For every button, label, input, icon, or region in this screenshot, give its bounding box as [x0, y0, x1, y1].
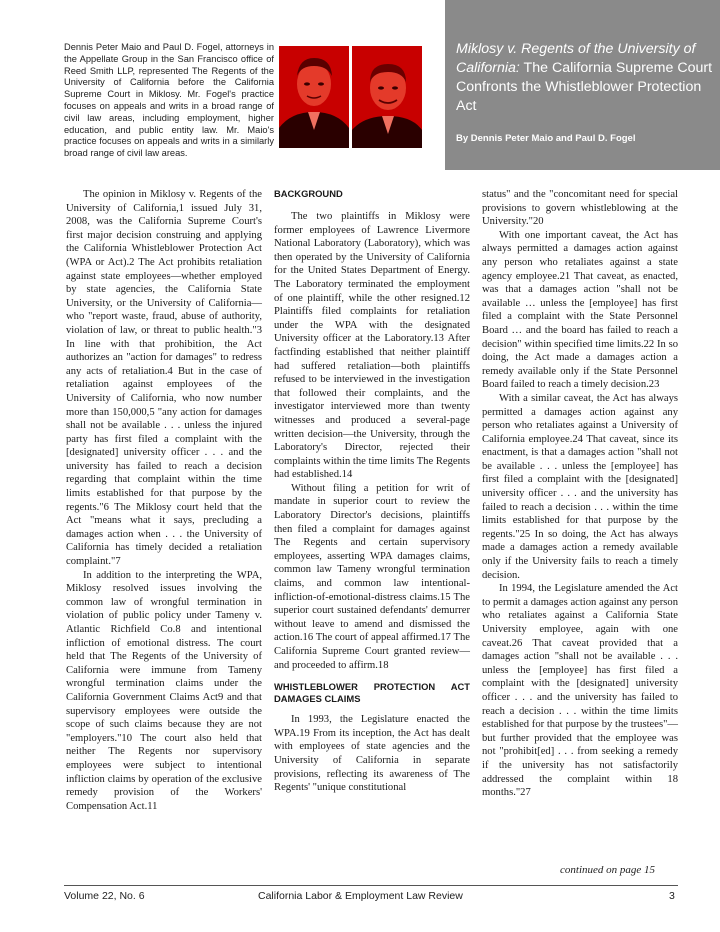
- title-subtitle: The California Supreme Court Confronts the Whistleblower Protection Act: [456, 60, 713, 114]
- article-title: [456, 40, 714, 116]
- paragraph: In 1993, the Legislature enacted the WPA.19 From its inception, the Act has dealt with employees of state agencies and the University of California in separate provisions, reflecting its awareness of The Regents' "unique constitutional: [274, 714, 470, 794]
- byline: By Dennis Peter Maio and Paul D. Fogel: [456, 133, 636, 144]
- page-number: 3: [669, 890, 675, 902]
- author-bio: Dennis Peter Maio and Paul D. Fogel, attorneys in the Appellate Group in the San Francisco office of Reed Smith LLP, represented The Regents of the University of California before the California Supreme Court in Miklosy. Mr. Fogel's practice focuses on appeals and writs in a broad range of civil law areas, including employment, higher education, and public entity law. Mr. Maio's practice focuses on appeals and writs in a similarly broad range of civil law areas.: [64, 42, 274, 159]
- author-photo-maio: [279, 46, 349, 148]
- title-case-name: Miklosy v. Regents of the University of California:: [456, 41, 696, 76]
- paragraph: In 1994, the Legislature amended the Act to permit a damages action against any person who retaliates against a California State University employee, again with one caveat.26 That caveat provided that a damages action "shall not be available . . . unless the [employee] has first filed a complaint with the [designated] university officer . . . and the university has failed to reach a decision . . . within the time limits established for that purpose by the trustees"—but further provided that the employee was not "prohibit[ed] . . . from seeking a remedy if the university has not satisfactorily addressed the complaint within 18 months."27: [482, 583, 678, 799]
- paragraph: With a similar caveat, the Act has always permitted a damages action against any person who retaliates against a University of California employee.24 That caveat, since its enactment, is that a damages action "shall not be available . . . unless the [employee] has first filed a complaint with the [designated] university officer . . . and the university has failed to reach a decision . . . within the time limits established for that purpose by the regents."25 In so doing, the Act has always made a damages action a remedy available only if the University fails to reach a timely decision.: [482, 392, 678, 581]
- paragraph: status" and the "concomitant need for special provisions to govern whistleblowing at the University."20: [482, 189, 678, 228]
- paragraph: The opinion in Miklosy v. Regents of the University of California,1 issued July 31, 2008, was the California Supreme Court's first major decision construing and applying the California Whistleblower Protection Act (WPA or Act).2 The Act prohibits retaliation against state employees—whether employed by state agencies, the California State University, or the University of California—who "report waste, fraud, abuse of authority, violation of law, or threat to public health."3 In line with that prohibition, the Act authorizes an "action for damages" to redress any acts of retaliation.4 But in the case of retaliation against employees of the University of California, who now number more than 150,000,5 "any action for damages shall not be available . . . unless the injured party has first filed a complaint with the [designated] university officer . . . and the university has failed to reach a decision regarding that complaint within the time limits established for that purpose by the regents."6 The Miklosy court held that the Act "means what it says, precluding a damages action when . . . the University of California has timely decided a retaliation complaint."7: [66, 189, 262, 568]
- paragraph: Without filing a petition for writ of mandate in superior court to review the Laboratory Director's decisions, plaintiffs then filed a complaint for damages against The Regents and certain supervisory employees, asserting WPA damages claims, common law Tameny wrongful termination claims, and common law intentional-infliction-of-emotional-distress claims.15 The superior court sustained defendants' demurrer without leave to amend and dismissed the action.16 The court of appeal affirmed.17 The California Supreme Court granted review—and proceeded to affirm.18: [274, 482, 470, 671]
- column-1: [66, 188, 262, 813]
- footer-journal: California Labor & Employment Law Review: [258, 890, 463, 902]
- paragraph: The two plaintiffs in Miklosy were former employees of Lawrence Livermore National Laboratory (Laboratory), which was then operated by the University of California for the United States Department of Energy. The Laboratory terminated the employment of one plaintiff, while the other resigned.12 Plaintiffs filed complaints for retaliation under the WPA with the designated University officer at the Laboratory.13 After factfinding established that neither plaintiff had suffered retaliation—both plaintiffs refused to be interviewed in the investigation that followed their complaints, and the investigator interviewed more than twenty witnesses and produced a several-page written decision—the University, through the Laboratory's Director, rejected their complaints within the time limits The Regents had established.14: [274, 211, 470, 481]
- footer-divider: [64, 885, 678, 886]
- paragraph: In addition to the interpreting the WPA, Miklosy resolved issues involving the common law of wrongful termination in violation of public policy under Tameny v. Atlantic Richfield Co.8 and intentional infliction of emotional distress. The court held that The Regents of the University of California were immune from Tameny wrongful termination claims under the California Government Claims Act9 and that supervisory employees were outside the scope of such claims because they are not "employers."10 The court also held that neither The Regents nor supervisory employees were subject to intentional infliction claims by operation of the exclusive remedy provision of the Workers' Compensation Act.11: [66, 569, 262, 812]
- column-3: [482, 188, 678, 800]
- article-title-box: [445, 0, 720, 170]
- footer-volume: Volume 22, No. 6: [64, 890, 145, 902]
- section-heading-wpa: WHISTLEBLOWER PROTECTION ACT DAMAGES CLAIMS: [274, 681, 470, 705]
- author-photo-fogel: [352, 46, 422, 148]
- section-heading-background: BACKGROUND: [274, 188, 343, 199]
- column-2: [274, 188, 470, 795]
- paragraph: With one important caveat, the Act has always permitted a damages action against any person who retaliates against a state agency employee.21 That caveat, as enacted, was that a damages action "shall not be available … unless the [employee] has first filed a complaint with the State Personnel Board … and the board has failed to reach a decision" within specified time limits.22 In so doing, the Act made a damages action a remedy available only if the State Personnel Board failed to reach a timely decision.23: [482, 229, 678, 391]
- continued-note: continued on page 15: [560, 864, 656, 876]
